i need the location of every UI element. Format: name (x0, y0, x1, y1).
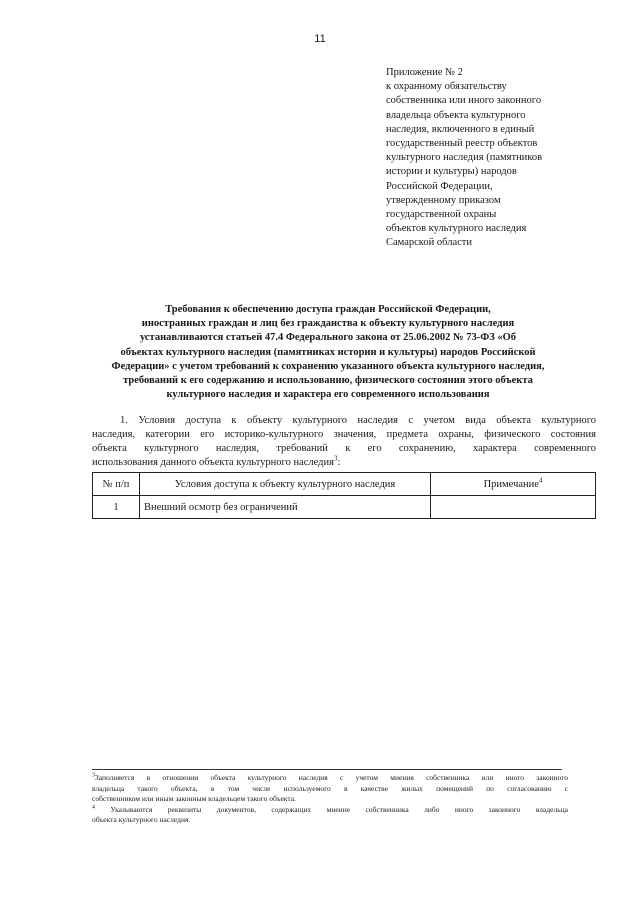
appendix-line: культурного наследия (памятников (386, 152, 543, 164)
row-num: 1 (93, 496, 140, 519)
access-conditions-table (92, 472, 596, 519)
appendix-line: наследия, включенного в единый (386, 123, 535, 135)
row-conditions: Внешний осмотр без ограничений (140, 496, 431, 519)
appendix-line: Самарской области (386, 237, 472, 249)
header-note (431, 473, 596, 496)
paragraph-last-line (92, 456, 596, 470)
title-line: культурного наследия и характера его современного использования (166, 389, 490, 401)
title-line: объектах культурного наследия (памятниках истории и культуры) народов Российской (120, 346, 536, 358)
appendix-line: утвержденному приказом (386, 194, 501, 206)
footnote-4-line (92, 805, 568, 816)
footnotes-block (92, 773, 568, 826)
paragraph-line: использования данного объекта культурного наследия (92, 457, 334, 468)
appendix-line: объектов культурного наследия (386, 223, 527, 235)
footnote-3-line (92, 773, 568, 784)
paragraph-colon: : (337, 457, 341, 468)
footnote-ref-4: 4 (538, 476, 543, 484)
appendix-line: Приложение № 2 (386, 67, 463, 78)
appendix-line: к охранному обязательству (386, 81, 507, 93)
paragraph-line: 1. Условия доступа к объекту культурного наследия с учетом вида объекта культурного (120, 415, 596, 426)
footnote-text: Заполняется в отношении объекта культурного наследия с учетом мнения собственника или иного законного (95, 773, 568, 782)
title-line: иностранных граждан и лиц без гражданства к объекту культурного наследия (141, 318, 515, 330)
footnote-mark-4: 4 (92, 804, 95, 811)
access-conditions-paragraph (92, 414, 596, 470)
page-number: 11 (314, 33, 326, 45)
paragraph-line: наследия, категории его историко-культурного значения, предмета охраны, физического состояния (92, 429, 596, 440)
title-line: устанавливаются статьей 47.4 Федерального закона от 25.06.2002 № 73-ФЗ «Об (139, 332, 517, 344)
header-note-label: Примечание (483, 478, 539, 490)
footnote-4-line: объекта культурного наследия. (92, 815, 191, 825)
appendix-line: владельца объекта культурного (386, 109, 526, 121)
row-note (431, 496, 596, 519)
appendix-line: Российской Федерации, (386, 180, 493, 192)
appendix-line: собственника или иного законного (386, 95, 542, 107)
appendix-line: истории и культуры) народов (386, 166, 517, 178)
footnote-mark-3: 3 (92, 772, 95, 779)
footnote-ref-3: 3 (333, 454, 338, 463)
footnote-separator (92, 769, 562, 770)
appendix-line: государственный реестр объектов (386, 138, 538, 150)
table-header-row (93, 473, 596, 496)
table-row (93, 496, 596, 519)
appendix-block (386, 66, 606, 251)
footnote-text: Указываются реквизиты документов, содержащих мнение собственника либо иного законного владельца (110, 804, 568, 814)
appendix-line: государственной охраны (386, 209, 497, 221)
document-title (78, 303, 578, 402)
title-line: требований к его содержанию и использованию, физического состояния этого объекта (123, 375, 533, 387)
footnote-3-line: владельца такого объекта, в том числе используемого в качестве жилых помещений по согласованию с (92, 783, 568, 793)
paragraph-line: объекта культурного наследия, требований к его сохранению, характера современного (92, 443, 596, 454)
title-line: Требования к обеспечению доступа граждан Российской Федерации, (165, 304, 491, 315)
title-line: Федерации» с учетом требований к сохранению указанного объекта культурного наследия, (111, 360, 545, 372)
footnote-3-line: собственником или иным законным владельцем такого объекта. (92, 794, 296, 804)
header-num: № п/п (93, 473, 140, 496)
header-conditions: Условия доступа к объекту культурного наследия (140, 473, 431, 496)
